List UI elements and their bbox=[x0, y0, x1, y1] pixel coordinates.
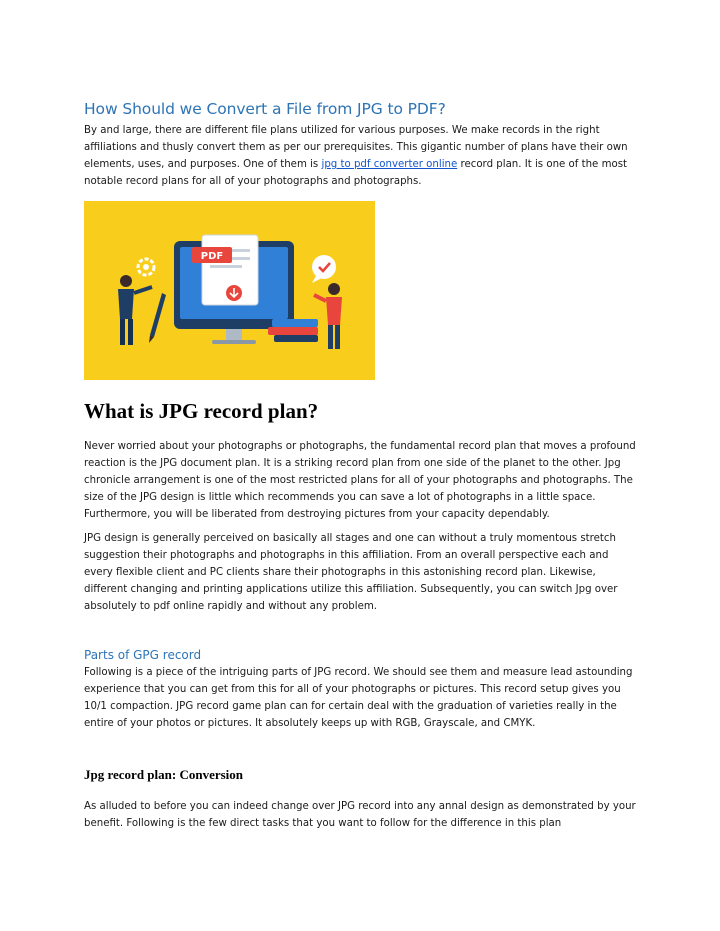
paragraph-conversion: As alluded to before you can indeed change over JPG record into any annal design as demonstrated by your benefit. Following is the few direct tasks that you want to follow for the difference in this plan bbox=[84, 801, 636, 829]
paragraph-what-is-jpg-2: JPG design is generally perceived on basically all stages and one can without a truly momentous stretch suggestion their photographs and photographs in this affiliation. From an overall perspective each and every flexible client and PC clients share their photographs in this astonishing record plan. Likewise, different changing and printing applications utilize this affiliation. Subsequently, you can switch Jpg over absolutely to pdf online rapidly and without any problem. bbox=[84, 533, 618, 612]
paragraph-parts: Following is a piece of the intriguing parts of JPG record. We should see them and measure lead astounding experience that you can get from this for all of your photographs or pictures. This record setup gives you 10/1 compaction. JPG record game plan can for certain deal with the graduation of varieties really in the entire of your photos or pictures. It absolutely keeps up with RGB, Grayscale, and CMYK. bbox=[84, 667, 633, 729]
pdf-tag-icon bbox=[192, 247, 232, 263]
section-convert bbox=[84, 99, 636, 190]
check-bubble-icon bbox=[312, 255, 336, 283]
books-icon bbox=[268, 319, 318, 342]
section-what-is-jpg bbox=[84, 398, 636, 615]
section-parts bbox=[84, 647, 636, 732]
heading-convert: How Should we Convert a File from JPG to PDF? bbox=[84, 100, 446, 118]
intro-text-after-link: record plan. It is one of the most notable record plans for all of your photographs and photographs. bbox=[84, 159, 628, 187]
gear-icon bbox=[138, 259, 154, 275]
person-right-icon bbox=[314, 283, 342, 349]
heading-parts: Parts of GPG record bbox=[84, 648, 202, 662]
intro-text-before-link: By and large, there are different file plans utilized for various purposes. We make records in the right affiliations and thusly convert them as per our prerequisites. This gigantic number of plans have their own elements, uses, and purposes. One of them is bbox=[84, 125, 628, 170]
section-conversion bbox=[84, 766, 636, 832]
pencil-icon bbox=[149, 293, 166, 343]
converter-link[interactable]: jpg to pdf converter online bbox=[321, 159, 458, 170]
heading-what-is-jpg: What is JPG record plan? bbox=[84, 399, 319, 423]
pdf-label: PDF bbox=[200, 251, 224, 262]
person-left-icon bbox=[118, 275, 152, 345]
illustration-svg bbox=[84, 201, 375, 380]
paragraph-what-is-jpg-1: Never worried about your photographs or photographs, the fundamental record plan that moves a profound reaction is the JPG document plan. It is a striking record plan from one side of the planet to the other. Jpg chronicle arrangement is one of the most restricted plans for all of your photographs and photographs. The size of the JPG design is little which recommends you can save a lot of photographs in a little space. Furthermore, you will be liberated from destroying pictures from your capacity dependably. bbox=[84, 441, 636, 520]
jpg-to-pdf-illustration bbox=[84, 201, 375, 380]
document-icon bbox=[202, 235, 258, 305]
heading-conversion: Jpg record plan: Conversion bbox=[84, 767, 244, 782]
paragraph-intro bbox=[84, 122, 636, 190]
